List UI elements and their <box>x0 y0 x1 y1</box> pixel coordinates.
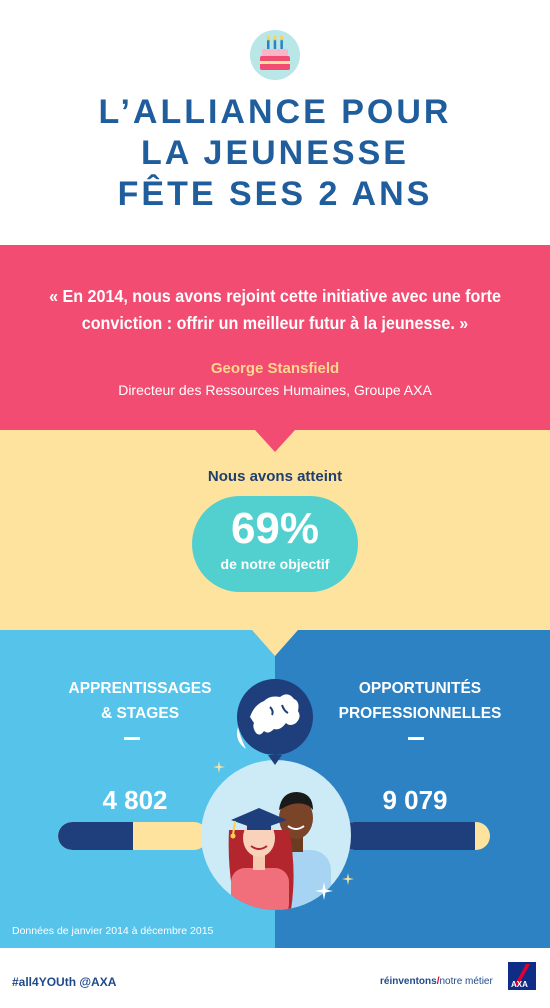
yellow-pointer <box>252 630 298 656</box>
goal-percent: 69% <box>230 504 320 553</box>
birthday-cake-icon <box>250 30 300 80</box>
svg-text:AXA: AXA <box>511 980 528 989</box>
tagline-rest: notre métier <box>439 976 493 987</box>
globe-europe-icon <box>230 677 320 767</box>
apprenticeships-label: APPRENTISSAGES & STAGES <box>68 680 212 722</box>
apprenticeships-count: 4 802 <box>102 785 168 815</box>
goal-intro-label: Nous avons atteint <box>207 468 343 485</box>
tagline-bold: réinventons <box>380 976 437 987</box>
opportunities-progress-bar <box>340 822 490 850</box>
apprenticeships-progress-bar <box>58 822 208 850</box>
apprenticeships-progress-fill <box>58 822 133 850</box>
page-title <box>0 92 550 215</box>
goal-sublabel: de notre objectif <box>220 556 330 572</box>
title-line-3: FÊTE SES 2 ANS <box>117 175 433 213</box>
footer-tagline <box>380 976 493 987</box>
opportunities-dash <box>408 737 424 740</box>
sparkle-icon <box>213 760 225 772</box>
hashtag-link[interactable]: #all4YOUth @AXA <box>12 975 117 989</box>
quote-section <box>0 245 550 430</box>
title-line-2: LA JEUNESSE <box>141 134 409 172</box>
title-line-1: L’ALLIANCE POUR <box>98 93 452 131</box>
data-source-note: Données de janvier 2014 à décembre 2015 <box>12 925 214 937</box>
quote-author-role: Directeur des Ressources Humaines, Groupe AXA <box>118 382 432 398</box>
sparkle-icon <box>342 872 354 884</box>
opportunities-count: 9 079 <box>382 785 448 815</box>
apprenticeships-dash <box>124 737 140 740</box>
pink-pointer <box>255 430 295 452</box>
opportunities-label: OPPORTUNITÉS PROFESSIONNELLES <box>338 680 502 722</box>
opportunities-progress-fill <box>340 822 475 850</box>
tagline-slash: / <box>436 976 440 987</box>
quote-author: George Stansfield <box>210 360 340 377</box>
quote-text: « En 2014, nous avons rejoint cette initiative avec une forte conviction : offrir un meilleur futur à la jeunesse. » <box>49 286 501 333</box>
axa-logo[interactable] <box>508 962 536 990</box>
sparkle-icon <box>315 882 333 900</box>
